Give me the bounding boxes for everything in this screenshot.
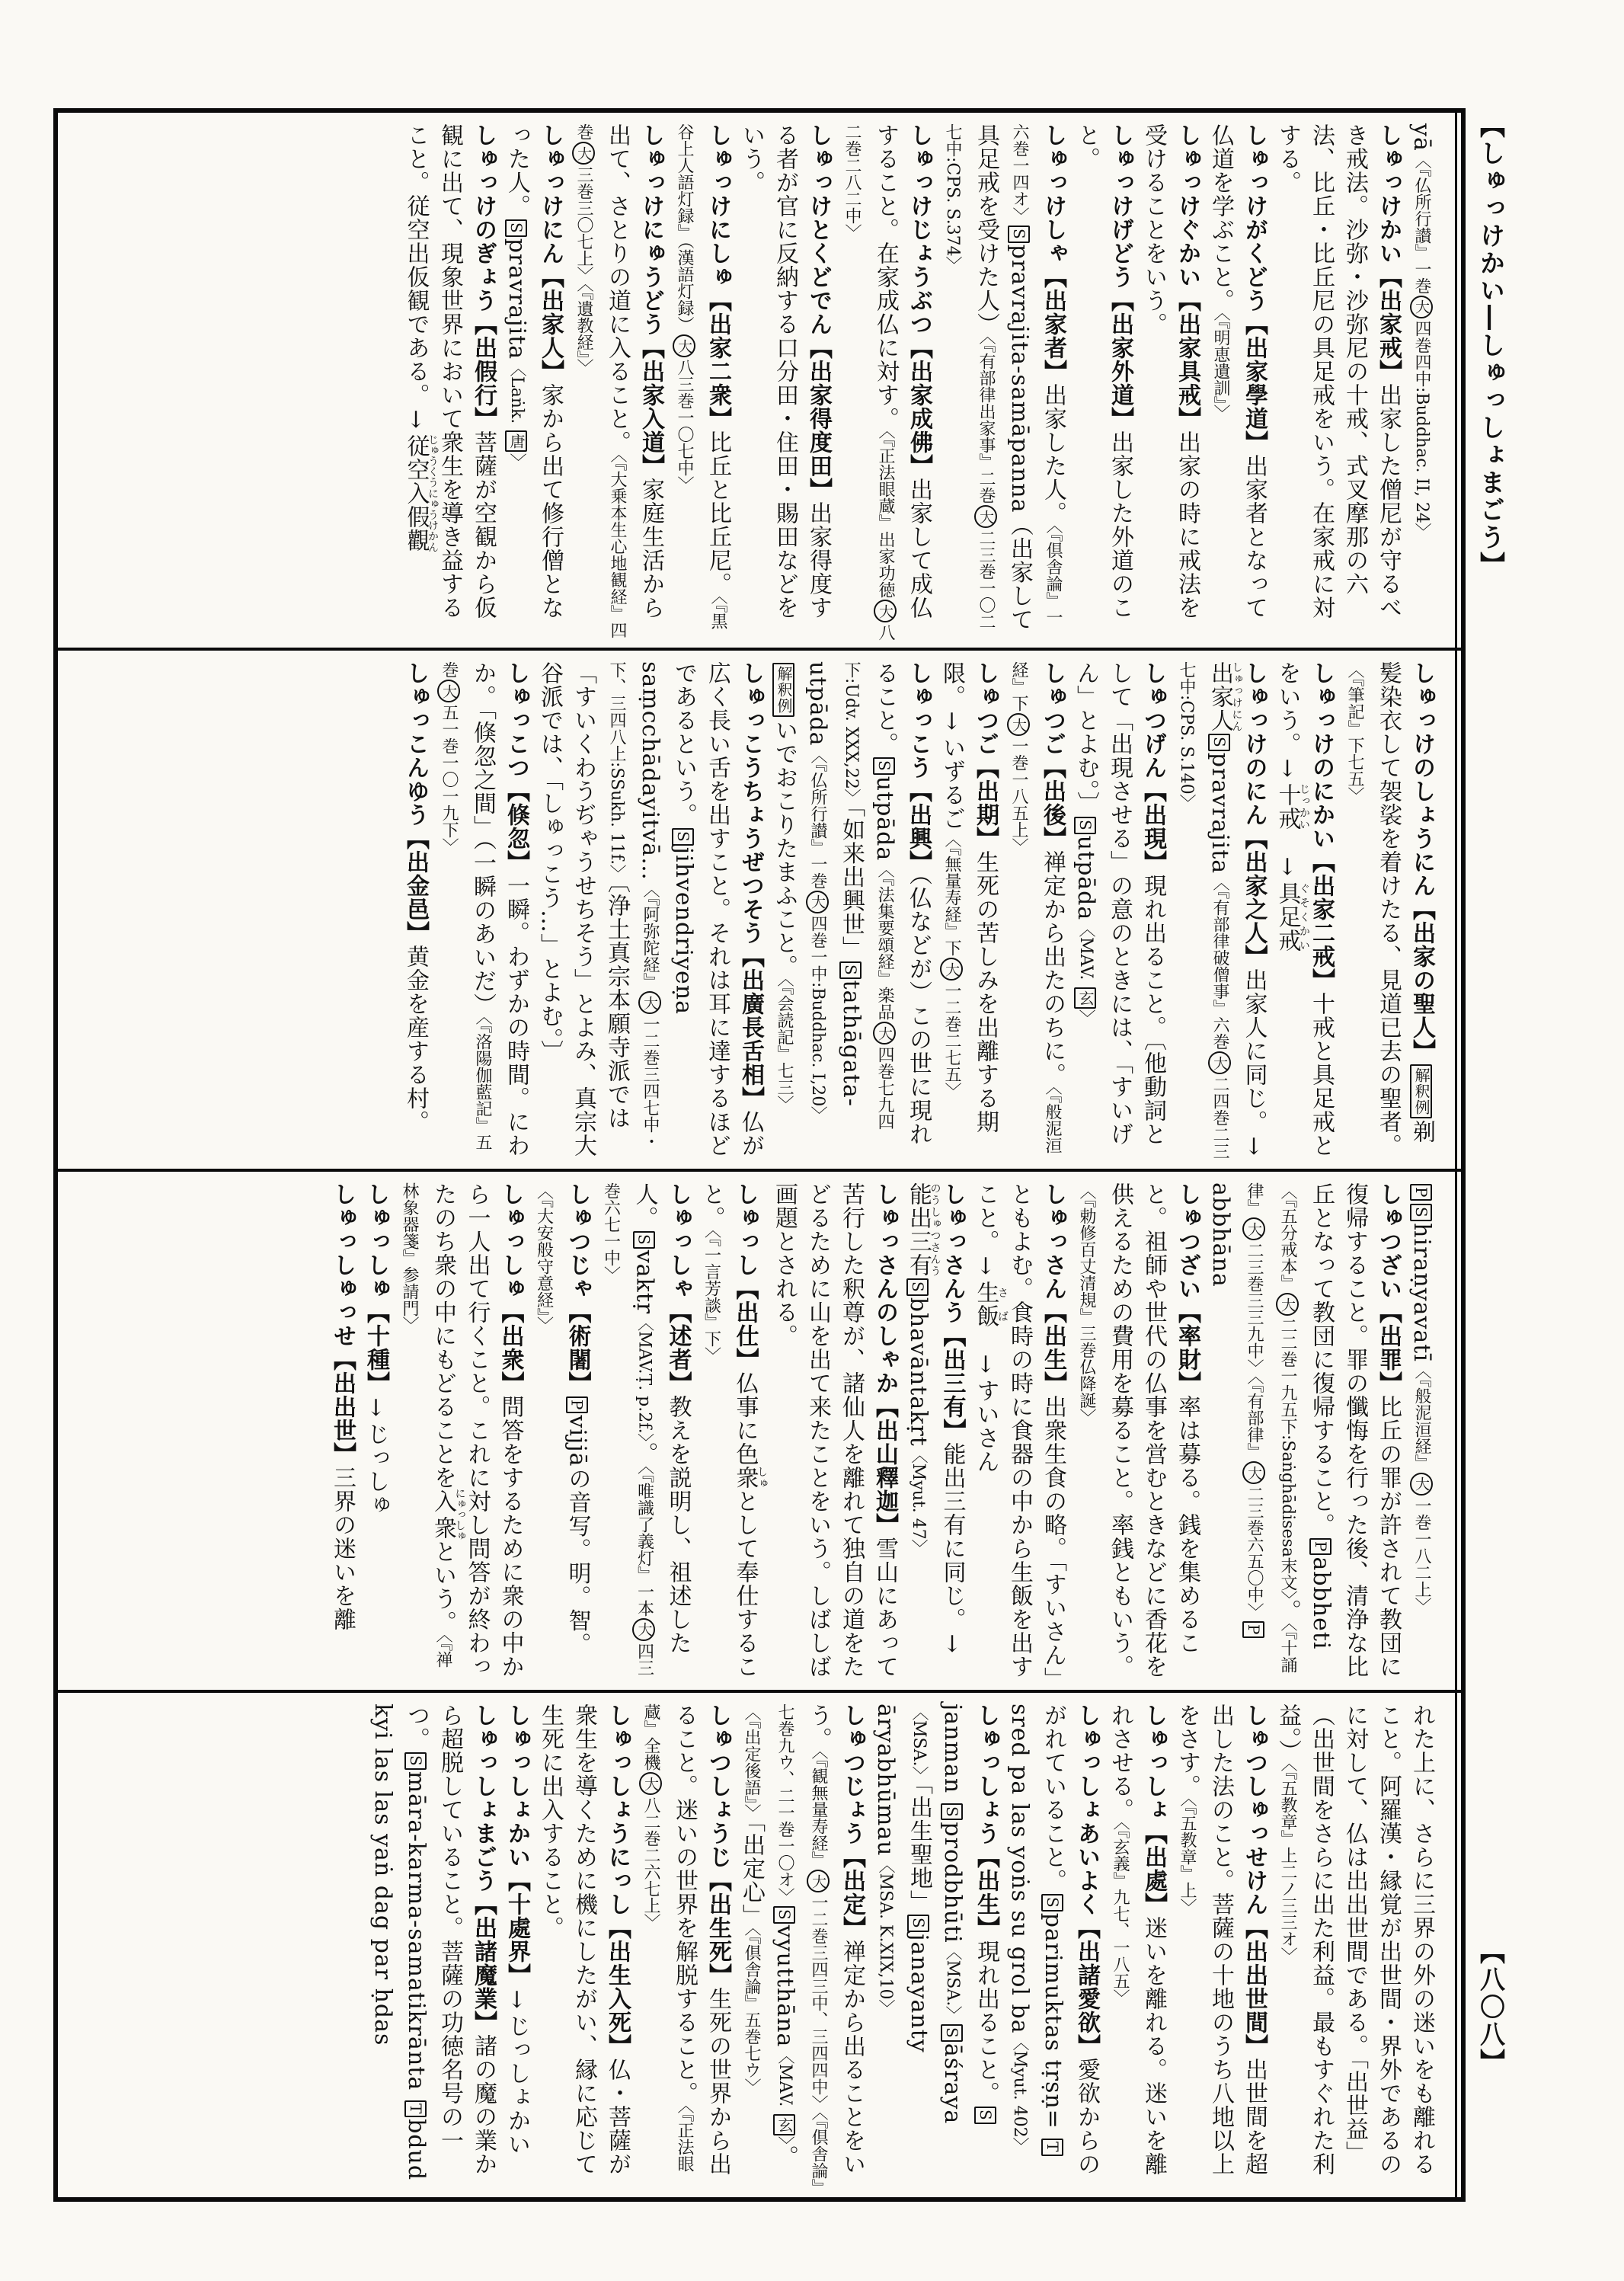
source-language-icon: S	[906, 1278, 929, 1296]
dictionary-entry: PShiraṇyavatī〈『般泥洹経』大一巻一八二上〉	[1405, 1182, 1438, 1684]
source-language-icon: P	[566, 1396, 588, 1413]
headword: しゅっしょかい【十處界】	[504, 1704, 530, 1987]
taisho-canon-icon: 大	[639, 1772, 662, 1795]
dictionary-entry: しゅっしょかい【十處界】↓じっしょかい	[504, 1704, 530, 2156]
dictionary-entry: しゅつしょうじ【出生死】生死の世界から出ること。迷いの世界を解脱すること。〈『正法眼蔵』全機大八二巻二六七上〉	[634, 1704, 734, 2191]
dictionary-entry: しゅっしゅ【出衆】問答をするために衆の中から一人出て行くこと。これに対し問答が終わったのち衆の中にもどることを入衆にゅっしゅという。〈『禅林象器箋』参請門〉	[400, 1182, 524, 1678]
citation: 〈MAV. 玄〉	[1076, 920, 1095, 1026]
taisho-canon-icon: 大	[874, 600, 897, 622]
source-language-icon: P	[1242, 1621, 1264, 1638]
taisho-canon-icon: 大	[437, 680, 460, 702]
text-band-4	[58, 1693, 1461, 2197]
headword: しゅつざい【率財】	[1174, 1182, 1200, 1395]
source-language-icon: T	[404, 2100, 427, 2117]
citation: 〈『五教章』上〉	[1178, 1798, 1197, 1915]
cross-reference-arrow-icon: ↓	[938, 1631, 966, 1659]
dictionary-entry: しゅっけにしゅ【出家二衆】比丘と比丘尼。〈『黒谷上人語灯録』（漢語灯録）大八三巻一〇七中〉	[667, 123, 734, 641]
citation: 〈Myut. 402〉	[1010, 2033, 1029, 2155]
cross-reference-arrow-icon: ↓	[363, 1395, 389, 1422]
source-language-icon: S	[1410, 1204, 1432, 1221]
ruby-gloss: 能出三有のうしゅつさんう	[905, 1182, 941, 1277]
citation: 〈『十誦律』大二三巻三三九中〉	[1245, 1182, 1297, 1673]
citation: 〈『倶舎論』一六巻一四オ〉	[1010, 123, 1063, 625]
dictionary-entry: しゅっけのぎょう【出假行】菩薩が空観から仮観に出て、現象世界において衆生を導き益すること。従空出仮観である。↓従空入假觀じゅうくうにゅうけかん	[402, 123, 497, 619]
citation: 〈Laṅk. 唐〉	[507, 360, 526, 470]
dictionary-entry: しゅっしょ【出處】迷いを離れる。迷いを離れさせる。〈『玄義』九七、一八五〉	[1107, 1704, 1167, 2176]
ruby-gloss: 出家人しゅっけにん	[1207, 661, 1243, 732]
citation: 〈Myut. 47〉	[909, 1446, 928, 1556]
headword: しゅっしょ【出處】	[1140, 1704, 1167, 1916]
citation: 〈『五分戒本』大二二巻一九五下:Saṅghādisesa末文〉	[1278, 1182, 1297, 1599]
dictionary-entry: しゅつじゃ【術闍】Pvijjāの音写。明。智。〈『大安般守意経』〉	[534, 1182, 591, 1656]
dictionary-entry: しゅっこうちょうぜつそう【出廣長舌相】仏が広く長い舌を出すこと。それは耳に達するほどであるという。Sjihvendriyeṇa saṃcchādayitvā…〈『阿弥陀経』大一二巻三四七中・下、三四八上:SSukh. 11f.〉〔浄土真宗本願寺派では「すいくわうぢゃうせちそう」とよみ、真宗大谷派では、「しゅっこう…」とよむ。〕	[536, 661, 764, 1157]
citation: 〈MSA. K.XIX,10〉	[876, 1856, 895, 2017]
headword: しゅっし【出仕】	[731, 1182, 759, 1371]
headword: しゅっしょう【出生】	[973, 1704, 999, 1940]
headword: しゅつげん【出現】	[1140, 661, 1166, 874]
citation: 〈『般泥洹経』下大一巻一八五上〉	[1009, 661, 1062, 1153]
citation: 〈『無量寿経』下大一二巻二七五〉	[942, 830, 961, 1099]
headword: しゅっけのにん【出家之人】	[1240, 661, 1268, 968]
dictionary-entry: yā〈『仏所行讃』一巻大四巻四中:Buddhac. II, 24〉	[1408, 123, 1435, 540]
headword: しゅっさん【出生】	[1040, 1182, 1066, 1395]
dictionary-entry: しゅっけのしょうにん【出家の聖人】解釈例剃髪染衣して袈裟を着けたる、見道已去の聖者。〈『筆記』下七五〉	[1345, 661, 1435, 1157]
source-language-icon: S	[907, 1915, 929, 1932]
taisho-canon-icon: 大	[1208, 1051, 1231, 1074]
headword: しゅっけのにかい【出家二戒】	[1308, 661, 1335, 992]
dictionary-entry: れた上に、さらに三界の外の迷いをも離れること。阿羅漢・縁覚が出世間・界外であるのに対して、仏は出出世間である。「出世益」（出世間をさらに出た利益。最もすぐれた利益。）〈『五教章』上二ノ三三オ〉	[1274, 1704, 1435, 2176]
source-language-icon: S	[839, 961, 862, 979]
headword: しゅつじょう【出定】	[839, 1704, 865, 1940]
headword: しゅっこんゆう【出金邑】	[402, 661, 429, 945]
dictionary-entry: しゅつご【出後】禅定から出たのちに。〈『般泥洹経』下大一巻一八五上〉	[1002, 661, 1069, 1163]
dictionary-entry: しゅつじょう【出定】禅定から出ることをいう。〈『観無量寿経』大一二巻三四三中、三四四中〉〈『倶舎論』七巻九ウ、二一巻一〇オ〉Svyutthāna〈MAV. 玄〉。〈『出定後語』〉「出定心」〈『倶舎論』五巻七ウ〉	[738, 1704, 865, 2187]
cross-reference-arrow-icon: ↓	[504, 1987, 530, 2014]
source-language-icon: S	[941, 1803, 963, 1821]
taisho-canon-icon: 大	[1007, 713, 1030, 736]
dictionary-entry: しゅっこんゆう【出金邑】黄金を産する村。	[402, 661, 429, 1134]
source-language-icon: 唐	[505, 430, 527, 452]
cross-reference-arrow-icon: ↓	[972, 1253, 999, 1281]
source-language-icon: 玄	[773, 2114, 795, 2135]
source-language-icon: P	[1309, 1538, 1331, 1555]
citation: 〈MAV. 玄〉	[775, 2047, 794, 2145]
headword: しゅっこうちょうぜつそう【出廣長舌相】	[737, 661, 764, 1110]
dictionary-entry: しゅっしょうにっし【出生入死】仏・菩薩が衆生を導くために機にしたがい、縁に応じて生死に出入すること。	[537, 1704, 631, 2176]
dictionary-entry: しゅっしょまごう【出諸魔業】諸の魔の業から超脱していること。菩薩の功徳名号の一つ。Smāra-karma-samatikrānta Tbdud kyi las las yaṅ dag par ḥdas	[369, 1704, 497, 2181]
citation: 〈『法集要頌経』楽品大四巻七九四下:Udv. XXX,22〉	[842, 661, 894, 1131]
headword: しゅつしゅっせけん【出出世間】	[1241, 1704, 1268, 2058]
citation: 〈『会読記』七三〉	[775, 978, 794, 1112]
source-language-icon: S	[1074, 817, 1096, 834]
cross-reference-arrow-icon: ↓	[402, 407, 430, 434]
text-band-1	[58, 113, 1461, 651]
citation: 〈『有部律』大二三巻六五〇中〉	[1245, 1376, 1264, 1620]
citation: 〈『観無量寿経』大一二巻三四三中、三四四中〉	[809, 1751, 828, 2112]
citation: 〈『阿弥陀経』大一二巻三四七中・下、三四八上:SSukh. 11f.〉	[607, 661, 660, 1150]
dictionary-entry: しゅっけぐかい【出家具戒】出家の時に戒法を受けることをいう。	[1140, 123, 1200, 619]
taisho-canon-icon: 大	[974, 505, 997, 528]
headword: しゅっしゃ【述者】	[664, 1182, 692, 1395]
headword: しゅっけじょうぶつ【出家成佛】	[906, 123, 932, 478]
page-number: 【八〇八】	[1476, 1939, 1506, 2076]
cross-reference-arrow-icon: ↓	[1274, 854, 1301, 881]
headword: しゅっけしゃ【出家者】	[1040, 123, 1066, 383]
citation: 〈『正法眼蔵』全機大八二巻二六七上〉	[641, 1704, 694, 2172]
ruby-gloss: 衆しゅ	[731, 1466, 768, 1489]
headword: しゅっしゅ【十種】	[363, 1182, 389, 1395]
source-language-icon: 玄	[1074, 987, 1096, 1009]
ruby-gloss: 入衆にゅっしゅ	[430, 1488, 466, 1541]
source-language-icon: S	[1041, 1894, 1063, 1911]
content-box	[53, 108, 1466, 2202]
source-language-icon: S	[633, 1231, 655, 1249]
citation: 〈MAV.Ṭ. p.2f.〉	[635, 1314, 654, 1442]
text-band-3	[58, 1172, 1461, 1693]
taisho-canon-icon: 大	[1242, 1461, 1265, 1484]
headword: しゅっけにん【出家人】	[537, 123, 564, 383]
ruby-gloss: 十戒じっかい	[1274, 783, 1310, 830]
citation: 〈『一言芳談』下〉	[702, 1230, 721, 1364]
dictionary-entry: しゅつご【出期】生死の苦しみを出離する期限。↓いずるご〈『無量寿経』下大一二巻二七五〉	[938, 661, 999, 1134]
taisho-canon-icon: 大	[807, 1870, 830, 1892]
headword: しゅつご【出期】	[972, 661, 999, 850]
running-head: 【しゅっけかい―しゅっしょまごう】	[1476, 113, 1506, 579]
headword: しゅっしょうにっし【出生入死】	[604, 1704, 631, 2058]
citation: 〈『有部律破僧事』六巻大二四巻二三七中:CPS. S.140〉	[1177, 661, 1229, 1160]
dictionary-entry: しゅつげん【出現】現れ出ること。〔他動詞として「出現させる」の意のときには、「すいげん」とよむ。〕Sutpāda〈MAV. 玄〉	[1073, 661, 1166, 1146]
dictionary-entry: しゅつざい【出罪】比丘の罪が許されて教団に復帰すること。罪の懺悔を行った後、清浄な比丘となって教団に復帰すること。Pabbheti〈『五分戒本』大二二巻一九五下:Saṅghādisesa末文〉。〈『十誦律』大二三巻三三九中〉〈『有部律』大二三巻六五〇中〉Pabbhāna	[1207, 1182, 1402, 1678]
headword: しゅっさんう【出三有】	[938, 1182, 966, 1442]
ruby-gloss: 従空入假觀じゅうくうにゅうけかん	[402, 434, 439, 552]
headword: しゅっしゅっせ【出出世】	[329, 1182, 356, 1466]
source-language-icon: S	[1008, 226, 1030, 243]
citation: 〈『有部律出家事』二巻大二三巻一〇二七中:CPS. S.374〉	[943, 123, 996, 630]
dictionary-entry: しゅっこつ【倏忽】一瞬。わずかの時間。にわか。「倏忽之間」（一瞬のあいだ）〈『洛陽伽藍記』五巻大五一巻一〇一九下〉	[432, 661, 532, 1163]
headword: しゅっけがくどう【出家學道】	[1241, 123, 1268, 454]
taisho-canon-icon: 大	[940, 958, 963, 981]
source-language-icon: 解釈例	[1410, 1064, 1432, 1118]
citation: 〈『仏所行讃』一巻大四巻四中:Buddhac. II, 24〉	[1412, 152, 1431, 540]
citation: 〈MSA.〉	[910, 1704, 929, 1784]
dictionary-entry: しゅつしゅっせけん【出出世間】出世間を超出した法のこと。菩薩の十地のうち八地以上をさす。〈『五教章』上〉	[1174, 1704, 1268, 2176]
headword: しゅっけとくどでん【出家得度田】	[805, 123, 832, 501]
taisho-canon-icon: 大	[873, 1022, 896, 1045]
headword: しゅつしょうじ【出生死】	[705, 1704, 731, 1987]
headword: しゅっけかい【出家戒】	[1375, 123, 1402, 383]
taisho-canon-icon: 大	[1242, 1217, 1265, 1240]
source-language-icon: S	[404, 1752, 427, 1770]
text-band-2	[58, 651, 1461, 1172]
taisho-canon-icon: 大	[673, 334, 695, 357]
headword: しゅっけのぎょう【出假行】	[470, 123, 497, 430]
headword: しゅっけにしゅ【出家二衆】	[705, 123, 731, 430]
headword: しゅつご【出後】	[1039, 661, 1066, 850]
dictionary-entry: しゅっけじょうぶつ【出家成佛】出家して成仏すること。在家成仏に対す。〈『正法眼蔵』出家功徳大八二巻二八二中〉	[842, 123, 932, 641]
cross-reference-arrow-icon: ↓	[1274, 756, 1301, 783]
citation: 〈『大乗本生心地観経』四巻大三巻三〇七上〉	[574, 123, 627, 638]
source-language-icon: T	[1041, 2139, 1063, 2155]
citation: 〈『明恵遺訓』〉	[1211, 312, 1230, 421]
headword: しゅっけぐかい【出家具戒】	[1174, 123, 1200, 430]
dictionary-entry: しゅっしゃ【述者】教えを説明し、祖述した人。Svaktṛ〈MAV.Ṭ. p.2f.〉。〈『唯識了義灯』一本大四三巻六七一中〉	[601, 1182, 692, 1676]
taisho-canon-icon: 大	[1410, 1473, 1433, 1496]
taisho-canon-icon: 大	[632, 1618, 655, 1641]
dictionary-entry: しゅっけのにん【出家之人】出家人に同じ。↓出家人しゅっけにんSpravrajita〈『有部律破僧事』六巻大二四巻二三七中:CPS. S.140〉	[1177, 661, 1268, 1161]
citation: 〈『出定後語』〉	[742, 1704, 761, 1821]
dictionary-entry: しゅっしょあいよく【出諸愛欲】愛欲からのがれていること。Sparimuktas tṛṣṇ= Tsred pa las yoṅs su grol ba〈Myut. 402〉	[1006, 1704, 1100, 2176]
cross-reference-arrow-icon: ↓	[1240, 1134, 1268, 1161]
source-language-icon: S	[1208, 734, 1230, 751]
dictionary-entry: しゅっしゅっせ【出出世】三界の迷いを離	[329, 1182, 356, 1631]
citation: 〈『仏所行讃』一巻大四巻一中:Buddhac. I,20〉	[808, 747, 827, 1123]
citation: 〈『禅林象器箋』参請門〉	[400, 1182, 452, 1668]
source-language-icon: S	[974, 2107, 996, 2124]
dictionary-entry: しゅっけがくどう【出家學道】出家者となって仏道を学ぶこと。〈『明恵遺訓』〉	[1207, 123, 1268, 619]
citation: 〈『遺教経』〉	[574, 283, 593, 376]
citation: 〈『唯識了義灯』一本大四三巻六七一中〉	[601, 1182, 654, 1676]
source-language-icon: S	[773, 1906, 795, 1924]
headword: しゅっしょあいよく【出諸愛欲】	[1073, 1704, 1100, 2058]
source-language-icon: 解釈例	[772, 663, 794, 717]
dictionary-entry: しゅっしゅ【十種】↓じっしゅ	[363, 1182, 389, 1517]
dictionary-entry: しゅっけとくどでん【出家得度田】出家得度する者が官に反納する口分田・住田・賜田などをいう。	[738, 123, 832, 619]
source-language-icon: S	[505, 219, 527, 237]
citation: 〈『筆記』下七五〉	[1345, 661, 1364, 804]
source-language-icon: P	[1410, 1184, 1432, 1201]
citation: 〈MSA.〉	[943, 1943, 962, 2023]
dictionary-entry: しゅっけげどう【出家外道】出家した外道のこと。	[1073, 123, 1133, 619]
dictionary-entry: しゅっけにん【出家人】家から出て修行僧となった人。Spravrajita〈Laṅk. 唐〉	[504, 123, 564, 619]
headword: しゅっこつ【倏忽】	[503, 661, 529, 874]
headword: しゅっさんのしゃか【出山釋迦】	[871, 1182, 898, 1537]
dictionary-entry: しゅっけしゃ【出家者】出家した人。〈『倶舎論』一六巻一四オ〉Spravrajita-samāpanna（出家して具足戒を受けた人）〈『有部律出家事』二巻大二三巻一〇二七中:CPS. S.374〉	[943, 123, 1066, 632]
taisho-canon-icon: 大	[1410, 296, 1433, 318]
dictionary-entry: しゅっさんのしゃか【出山釋迦】雪山にあって苦行した釈尊が、諸仙人を離れて独自の道をたどるために山を出て来たことをいう。しばしば画題とされる。	[771, 1182, 898, 1678]
source-language-icon: S	[873, 757, 895, 775]
taisho-canon-icon: 大	[638, 991, 661, 1014]
citation: 〈『黒谷上人語灯録』（漢語灯録）大八三巻一〇七中〉	[675, 123, 727, 629]
citation: 〈『正法眼蔵』出家功徳大八二巻二八二中〉	[842, 123, 895, 641]
taisho-canon-icon: 大	[806, 891, 829, 913]
taisho-canon-icon: 大	[572, 142, 595, 165]
headword: しゅつざい【出罪】	[1375, 1182, 1402, 1395]
dictionary-entry: しゅっし【出仕】仏事に色衆しゅとして奉仕すること。〈『一言芳談』下〉	[698, 1182, 768, 1678]
headword: しゅっけげどう【出家外道】	[1107, 123, 1133, 430]
citation: 〈『般泥洹経』大一巻一八二上〉	[1412, 1362, 1431, 1614]
dictionary-entry: しゅっけにゅうどう【出家入道】家庭生活から出て、さとりの道に入ること。〈『大乗本生心地観経』四巻大三巻三〇七上〉〈『遺教経』〉	[567, 123, 667, 641]
citation: 〈『玄義』九七、一八五〉	[1111, 1822, 1130, 2006]
citation: 〈『五教章』上二ノ三三オ〉	[1278, 1763, 1297, 1964]
citation: 〈『勅修百丈清規』三巻仏降誕〉	[1077, 1182, 1096, 1425]
citation: 〈『倶舎論』五巻七ウ〉	[742, 1927, 761, 2095]
dictionary-entry: しゅっしょう【出生】現れ出ること。Sjanman Sprodbhūti〈MSA.〉Sāśraya〈MSA.〉「出生聖地」Sjanayanty āryabhūmau〈MSA. K.XIX,10〉	[872, 1704, 999, 2125]
headword: しゅっけにゅうどう【出家入道】	[638, 123, 664, 478]
headword: しゅっしょまごう【出諸魔業】	[470, 1704, 497, 2034]
citation: 〈『洛陽伽藍記』五巻大五一巻一〇一九下〉	[440, 661, 492, 1150]
citation: 〈『大安般守意経』〉	[534, 1182, 554, 1333]
source-language-icon: S	[672, 828, 694, 846]
cross-reference-arrow-icon: ↓	[972, 1352, 999, 1379]
taisho-canon-icon: 大	[1276, 1293, 1299, 1316]
citation: 〈『倶舎論』七巻九ウ、二一巻一〇オ〉	[775, 1704, 828, 2187]
headword: しゅつじゃ【術闍】	[564, 1182, 591, 1395]
dictionary-entry: しゅっこう【出興】（仏などが）この世に現れること。Sutpāda〈『法集要頌経』楽品大四巻七九四下:Udv. XXX,22〉「如来出興世」Stathāgata-utpāda〈『仏所行讃』一巻大四巻一中:Buddhac. I,20〉解釈例いでおこりたまふこと。〈『会読記』七三〉	[771, 661, 932, 1146]
dictionary-entry: しゅつざい【率財】率は募る。銭を集めること。祖師や世代の仏事を営むときなどに香花を供えるための費用を募ること。率銭ともいう。〈『勅修百丈清規』三巻仏降誕〉	[1077, 1182, 1200, 1678]
ruby-gloss: 生飯さば	[972, 1281, 1009, 1328]
ruby-gloss: 具足戒ぐそくかい	[1274, 881, 1310, 952]
dictionary-entry: しゅっけかい【出家戒】出家した僧尼が守るべき戒法。沙弥・沙弥尼の十戒、式叉摩那の六法、比丘・比丘尼の具足戒をいう。在家戒に対する。	[1274, 123, 1402, 619]
headword: しゅっこう【出興】	[905, 661, 932, 874]
headword: しゅっけのしょうにん【出家の聖人】	[1408, 661, 1435, 1063]
headword: しゅっしゅ【出衆】	[497, 1182, 524, 1395]
dictionary-entry: しゅっさん【出生】出衆生食の略。「すいさん」ともよむ。食時の時に食器の中から生飯を出すこと。↓生飯さば ↓すいさん	[972, 1182, 1066, 1679]
dictionary-entry: しゅっさんう【出三有】能出三有に同じ。↓能出三有のうしゅつさんうSbhavāntakṛt〈Myut. 47〉	[905, 1182, 966, 1659]
cross-reference-arrow-icon: ↓	[938, 709, 965, 736]
source-language-icon: S	[941, 2024, 963, 2042]
dictionary-entry: しゅっけのにかい【出家二戒】十戒と具足戒とをいう。↓十戒じっかい ↓具足戒ぐそくかい	[1274, 661, 1335, 1157]
